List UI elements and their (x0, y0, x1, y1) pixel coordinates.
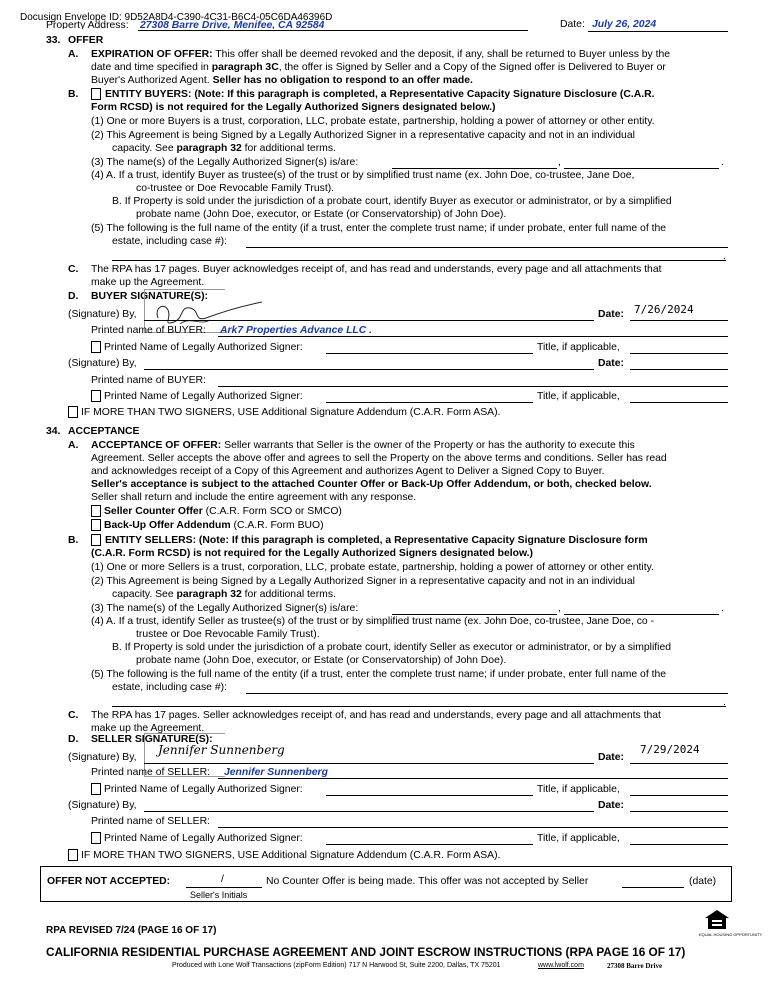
s34-b-item4a2: trustee or Doe Revocable Family Trust). (136, 629, 320, 640)
buyer1-title-line[interactable] (630, 353, 728, 354)
s33-a-line1 (91, 49, 670, 60)
entity-buyers-checkbox[interactable] (91, 88, 101, 100)
s34-a-line2: Agreement. Seller accepts the above offer and agrees to sell the Property on the above terms and conditions. Seller has read (91, 453, 667, 464)
buyer-signer-name-field-1[interactable] (392, 168, 557, 169)
seller-signature-2-line[interactable] (144, 811, 594, 812)
s34-b-item2-cont (112, 589, 336, 600)
s33-c-line2: make up the Agreement. (91, 277, 205, 288)
seller2-printed-name-line[interactable] (218, 827, 728, 828)
seller-counter-offer-label: Seller Counter Offer (104, 506, 203, 517)
period: . (721, 157, 724, 168)
s33-d-label: D. (68, 291, 79, 302)
s33-b-head: ENTITY BUYERS: (105, 89, 192, 100)
backup-offer-form: (C.A.R. Form BUO) (233, 520, 324, 531)
lwolf-link[interactable]: www.lwolf.com (538, 962, 584, 969)
buyer-signer-name-field-2[interactable] (564, 168, 719, 169)
seller-sig1-date-label: Date: (598, 752, 624, 763)
s34-a-line1 (91, 440, 635, 451)
seller2-printed-label: Printed name of SELLER: (91, 816, 210, 827)
envelope-id: Docusign Envelope ID: 9D52A8D4-C390-4C31-B6C4-05C6DA46396D (20, 12, 333, 23)
seller-counter-offer-form: (C.A.R. Form SCO or SMCO) (205, 506, 342, 517)
seller-sig1-date-line[interactable] (630, 763, 728, 764)
seller1-printed-label: Printed name of SELLER: (91, 767, 210, 778)
seller1-printed-name: Jennifer Sunnenberg (224, 767, 328, 778)
s33-b-item5-1: (5) The following is the full name of the entity (if a trust, enter the complete trust name; if under probate, enter full name of the (91, 223, 667, 234)
property-address-label: Property Address: (46, 20, 129, 29)
comma: , (558, 157, 561, 168)
buyer2-title-label: Title, if applicable, (537, 391, 620, 402)
buyer-sig1-date-line[interactable] (630, 320, 728, 321)
buyer-signature-1-line[interactable] (144, 320, 594, 321)
s33-b-item2: (2) This Agreement is being Signed by a Legally Authorized Signer in a representative capacity and not in an individual (91, 130, 635, 141)
seller2-las-label: Printed Name of Legally Authorized Signer: (104, 833, 303, 844)
s33-b-line1 (105, 89, 655, 100)
s33-c-label: C. (68, 264, 79, 275)
section-33-title: OFFER (68, 35, 104, 46)
s33-b-addl: for additional terms. (244, 143, 336, 154)
seller-entity-name-field[interactable] (246, 693, 728, 694)
s33-a-text3b: Seller has no obligation to respond to an offer made. (212, 75, 473, 86)
s34-a-head: ACCEPTANCE OF OFFER: (91, 440, 222, 451)
s34-b-item5-2: estate, including case #): (112, 682, 227, 693)
header-date-value: July 26, 2024 (592, 19, 657, 30)
seller1-title-line[interactable] (630, 795, 728, 796)
buyer2-printed-label: Printed name of BUYER: (91, 375, 206, 386)
seller2-title-line[interactable] (630, 844, 728, 845)
s33-b-item3: (3) The name(s) of the Legally Authorized Signer(s) is/are: (91, 157, 359, 168)
buyer1-title-label: Title, if applicable, (537, 342, 620, 353)
buyer-signature-2-line[interactable] (144, 369, 594, 370)
s34-a-label: A. (68, 440, 79, 451)
buyer-more-signers-note: IF MORE THAN TWO SIGNERS, USE Additional Signature Addendum (C.A.R. Form ASA). (81, 407, 501, 418)
s34-b-line1 (105, 535, 648, 546)
buyer1-las-label: Printed Name of Legally Authorized Signer: (104, 342, 303, 353)
s33-b-item5-2: estate, including case #): (112, 236, 227, 247)
s34-b-addl: for additional terms. (244, 589, 336, 600)
seller-sig1-date: 7/29/2024 (640, 743, 700, 756)
seller1-las-line[interactable] (326, 795, 533, 796)
s33-b-capacity: capacity. See (112, 143, 174, 154)
s34-b-item2: (2) This Agreement is being Signed by a Legally Authorized Signer in a representative capacity and not in an individual (91, 576, 635, 587)
s33-b-note1: (Note: If this paragraph is completed, a Representative Capacity Signature Disclosure (C.A.R. (194, 89, 655, 100)
produced-with: Produced with Lone Wolf Transactions (zipForm Edition) 717 N Harwood St, Suite 2200, Dallas, TX 75201 (172, 962, 501, 969)
buyer-sig1-label: (Signature) By, (68, 309, 137, 320)
seller1-las-label: Printed Name of Legally Authorized Signer: (104, 784, 303, 795)
buyer1-las-checkbox[interactable] (91, 341, 101, 353)
seller2-las-checkbox[interactable] (91, 832, 101, 844)
section-34-title: ACCEPTANCE (68, 426, 140, 437)
s34-b-item1: (1) One or more Sellers is a trust, corporation, LLC, probate estate, partnership, holding a power of attorney or other entity. (91, 562, 654, 573)
seller-sig2-date-label: Date: (598, 800, 624, 811)
buyer-entity-name-field-2[interactable] (112, 260, 726, 261)
buyer2-las-line[interactable] (326, 402, 533, 403)
s33-b-item1: (1) One or more Buyers is a trust, corporation, LLC, probate estate, partnership, holding a power of attorney or other entity. (91, 116, 655, 127)
s33-a-line2 (91, 62, 666, 73)
comma: , (558, 603, 561, 614)
s33-b-item4b1: B. If Property is sold under the jurisdiction of a probate court, identify Buyer as executor or administrator, or by a simplified (112, 196, 672, 207)
buyer2-las-label: Printed Name of Legally Authorized Signer: (104, 391, 303, 402)
header-date-label: Date: (560, 19, 585, 30)
backup-offer-checkbox[interactable] (91, 519, 101, 531)
rpa-revised: RPA REVISED 7/24 (PAGE 16 OF 17) (46, 925, 217, 936)
seller1-title-label: Title, if applicable, (537, 784, 620, 795)
s34-b-item3: (3) The name(s) of the Legally Authorized Signer(s) is/are: (91, 603, 359, 614)
s33-a-label: A. (68, 49, 79, 60)
s33-c-line1: The RPA has 17 pages. Buyer acknowledges receipt of, and has read and understands, every page and all attachments that (91, 264, 662, 275)
period: . (723, 697, 726, 708)
seller2-las-line[interactable] (326, 844, 533, 845)
s34-c-label: C. (68, 710, 79, 721)
s34-b-capacity: capacity. See (112, 589, 174, 600)
seller1-printed-name-line[interactable] (218, 778, 728, 779)
s34-a-line3: and acknowledges receipt of a Copy of this Agreement and authorizes Agent to Deliver a Signed Copy to Buyer. (91, 466, 605, 477)
s34-a-line4: Seller's acceptance is subject to the attached Counter Offer or Back-Up Offer Addendum, or both, checked below. (91, 479, 652, 490)
s34-b-item4a1: (4) A. If a trust, identify Seller as trustee(s) of the trust or by simplified trust name (ex. John Doe, co-trustee, Jane Doe, co - (91, 616, 655, 627)
initials-slash: / (221, 874, 224, 885)
buyer1-printed-name: Ark7 Properties Advance LLC . (220, 325, 373, 336)
s34-b-item4b2: probate name (John Doe, executor, or Estate (or Conservatorship) of John Doe). (136, 655, 507, 666)
period: . (721, 603, 724, 614)
s33-b-item4a1: (4) A. If a trust, identify Buyer as trustee(s) of the trust or by simplified trust name (ex. John Doe, co-trustee, Jane Doe, (91, 170, 635, 181)
backup-offer-label: Back-Up Offer Addendum (104, 520, 231, 531)
buyer2-las-checkbox[interactable] (91, 390, 101, 402)
s33-b-note2: Form RCSD) is not required for the Legally Authorized Signers designated below.) (91, 102, 496, 113)
backup-offer-option (104, 520, 324, 531)
seller-signer-name-field-2[interactable] (564, 614, 719, 615)
buyer2-printed-name-line[interactable] (218, 386, 728, 387)
buyer-entity-name-field[interactable] (246, 247, 728, 248)
s33-b-item2-cont (112, 143, 336, 154)
form-title: CALIFORNIA RESIDENTIAL PURCHASE AGREEMENT AND JOINT ESCROW INSTRUCTIONS (RPA PAGE 16 OF 17) (46, 945, 686, 959)
seller-more-signers-note: IF MORE THAN TWO SIGNERS, USE Additional Signature Addendum (C.A.R. Form ASA). (81, 850, 501, 861)
header-date-underline (588, 31, 728, 32)
offer-not-accepted-label: OFFER NOT ACCEPTED: (47, 876, 171, 887)
s34-b-note2: (C.A.R. Form RCSD) is not required for the Legally Authorized Signers designated below.) (91, 548, 534, 559)
s33-a-para3c: paragraph 3C (211, 62, 279, 73)
buyer1-las-line[interactable] (326, 353, 533, 354)
buyer-asa-checkbox[interactable] (68, 406, 78, 418)
buyer1-printed-name-line[interactable] (218, 336, 728, 337)
seller1-las-checkbox[interactable] (91, 783, 101, 795)
seller-counter-offer-option (104, 506, 342, 517)
buyer2-title-line[interactable] (630, 402, 728, 403)
buyer-sig2-date-line[interactable] (630, 369, 728, 370)
buyer-sig1-date: 7/26/2024 (634, 303, 694, 316)
s33-b-label: B. (68, 89, 79, 100)
seller-sig2-label: (Signature) By, (68, 800, 137, 811)
buyer-sig1-date-label: Date: (598, 309, 624, 320)
address-underline (138, 30, 528, 31)
seller-counter-offer-checkbox[interactable] (91, 505, 101, 517)
s34-d-label: D. (68, 734, 79, 745)
seller-sig2-date-line[interactable] (630, 811, 728, 812)
seller-sig1-label: (Signature) By, (68, 752, 137, 763)
seller2-title-label: Title, if applicable, (537, 833, 620, 844)
s34-b-item4b1: B. If Property is sold under the jurisdiction of a probate court, identify Seller as executor or administrator, or by a simplified (112, 642, 672, 653)
footer-address: 27308 Barre Drive (607, 962, 663, 970)
equal-housing-label: EQUAL HOUSING OPPORTUNITY (699, 932, 763, 937)
s33-a-head: EXPIRATION OF OFFER: (91, 49, 213, 60)
s34-b-head: ENTITY SELLERS: (105, 535, 197, 546)
s34-c-line2: make up the Agreement. (91, 723, 205, 734)
s34-c-line1: The RPA has 17 pages. Seller acknowledges receipt of, and has read and understands, every page and all attachments that (91, 710, 661, 721)
seller-initials-caption: Seller's Initials (190, 890, 248, 900)
s34-b-item5-1: (5) The following is the full name of the entity (if a trust, enter the complete trust name; if under probate, enter full name of the (91, 669, 667, 680)
s34-b-para32: paragraph 32 (176, 589, 242, 600)
buyer1-printed-label: Printed name of BUYER: (91, 325, 206, 336)
seller-asa-checkbox[interactable] (68, 849, 78, 861)
offer-not-accepted-text: No Counter Offer is being made. This offer was not accepted by Seller (266, 876, 589, 887)
s33-a-text1: This offer shall be deemed revoked and the deposit, if any, shall be returned to Buyer unless by the (215, 49, 671, 60)
s33-a-text2a: date and time specified in (91, 62, 209, 73)
s34-b-label: B. (68, 535, 79, 546)
seller-entity-name-field-2[interactable] (112, 706, 726, 707)
seller-initials-field[interactable] (186, 887, 262, 888)
s33-a-line3 (91, 75, 473, 86)
buyer-signatures-heading: BUYER SIGNATURE(S): (91, 291, 208, 302)
s34-a-line5: Seller shall return and include the entire agreement with any response. (91, 492, 417, 503)
property-address-value: 27308 Barre Drive, Menifee, CA 92584 (140, 20, 325, 29)
buyer-sig2-date-label: Date: (598, 358, 624, 369)
equal-housing-icon (704, 909, 730, 931)
buyer-sig2-label: (Signature) By, (68, 358, 137, 369)
period: . (723, 251, 726, 262)
s33-b-para32: paragraph 32 (176, 143, 242, 154)
s33-a-text3a: Buyer's Authorized Agent. (91, 75, 210, 86)
s34-a-text1: Seller warrants that Seller is the owner of the Property or has the authority to execute this (224, 440, 635, 451)
s33-b-item4b2: probate name (John Doe, executor, or Estate (or Conservatorship) of John Doe). (136, 209, 507, 220)
s33-b-item4a2: co-trustee or Doe Revocable Family Trust). (136, 183, 335, 194)
not-accepted-date-field[interactable] (622, 887, 684, 888)
seller-signer-name-field-1[interactable] (392, 614, 557, 615)
entity-sellers-checkbox[interactable] (91, 534, 101, 546)
s34-b-note1: (Note: If this paragraph is completed, a Representative Capacity Signature Disclosure form (198, 535, 648, 546)
not-accepted-date-word: (date) (689, 876, 717, 887)
section-33-number: 33. (46, 35, 61, 46)
s33-a-text2c: , the offer is Signed by Seller and a Copy of the Signed offer is Delivered to Buyer or (278, 62, 666, 73)
seller-signature: Jennifer Sunnenberg (158, 743, 285, 757)
section-34-number: 34. (46, 426, 61, 437)
seller-signature-1-line[interactable] (144, 763, 594, 764)
seller-signatures-heading: SELLER SIGNATURE(S): (91, 734, 213, 745)
